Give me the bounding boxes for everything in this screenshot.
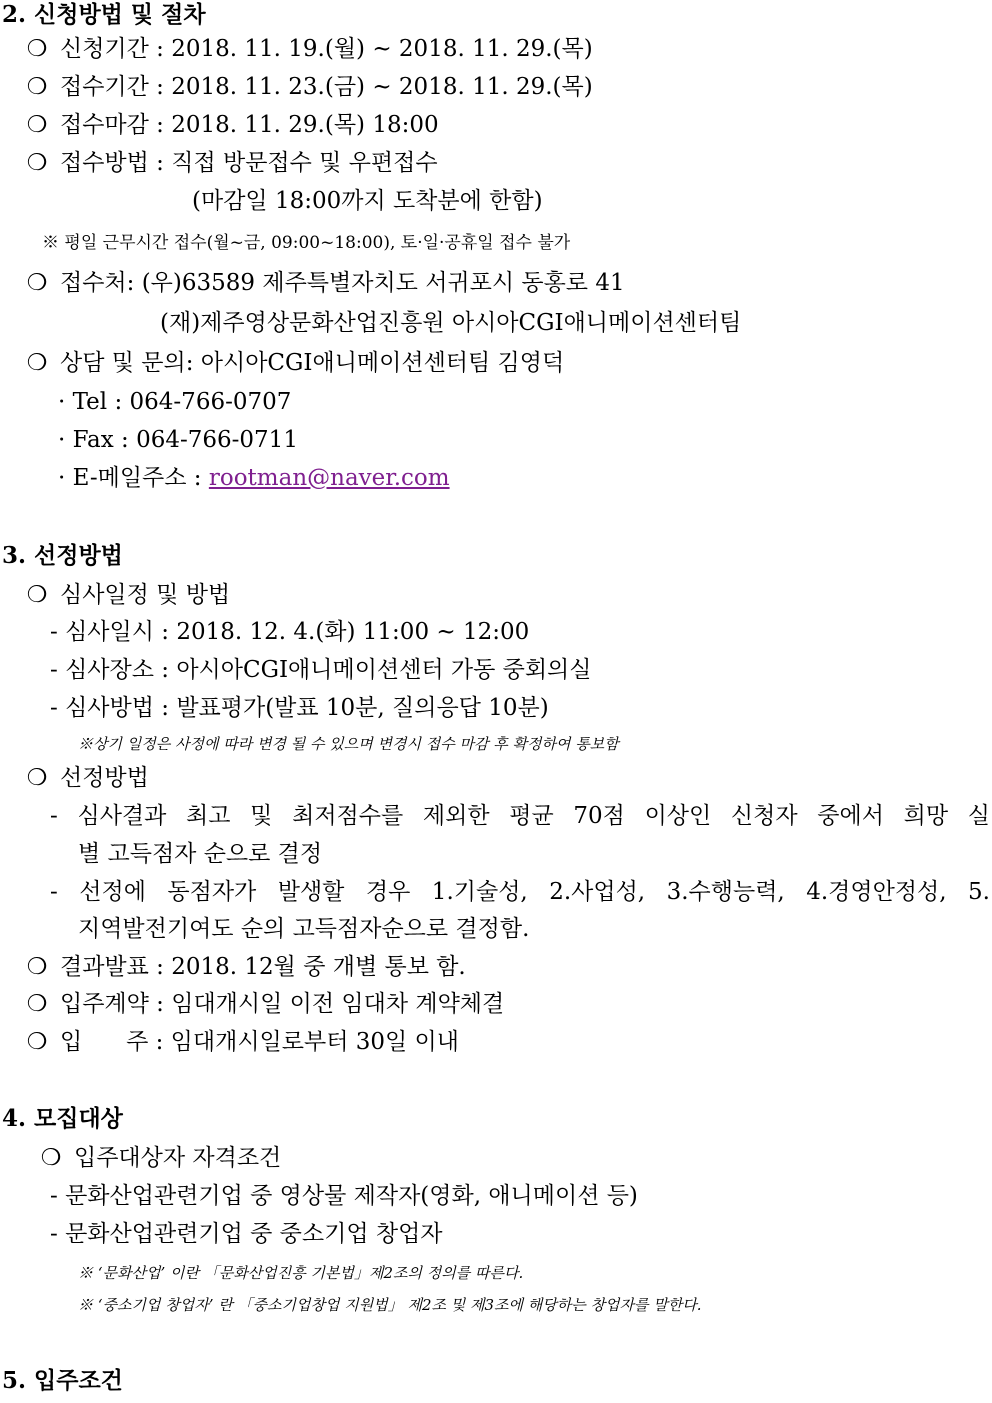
email-line	[58, 463, 450, 493]
selection-criteria-1-cont: 별 고득점자 순으로 결정	[78, 841, 323, 867]
section-3-title: 3. 선정방법	[2, 542, 123, 569]
review-date: - 심사일시 : 2018. 12. 4.(화) 11:00 ~ 12:00	[50, 619, 530, 645]
review-row	[26, 580, 230, 610]
circle-bullet-icon: ❍	[26, 765, 48, 791]
selection-criteria-2: - 선정에 동점자가 발생할 경우 1.기술성, 2.사업성, 3.수행능력, 4.경영안정성, 5.	[50, 879, 990, 905]
contract-text: 입주계약 : 임대개시일 이전 임대차 계약체결	[60, 991, 505, 1017]
movein-row	[26, 1027, 459, 1057]
target-item-1: - 문화산업관련기업 중 영상물 제작자(영화, 애니메이션 등)	[50, 1183, 638, 1209]
review-place: - 심사장소 : 아시아CGI애니메이션센터 가동 중회의실	[50, 657, 592, 683]
circle-bullet-icon: ❍	[26, 350, 48, 376]
fax-line: · Fax : 064-766-0711	[58, 427, 298, 453]
selection-text: 선정방법	[60, 765, 149, 791]
result-text: 결과발표 : 2018. 12월 중 개별 통보 함.	[60, 954, 466, 980]
address-text: 접수처: (우)63589 제주특별자치도 서귀포시 동홍로 41	[60, 270, 625, 296]
email-label: · E-메일주소 :	[58, 465, 209, 491]
definition-note-1: ※ ‘문화산업’ 이란 「문화산업진흥 기본법」제2조의 정의를 따른다.	[78, 1264, 524, 1282]
method-row	[26, 148, 438, 178]
definition-note-2: ※ ‘중소기업 창업자’ 란 「중소기업창업 지원법」 제2조 및 제3조에 해당하는 창업자를 말한다.	[78, 1296, 702, 1314]
review-method: - 심사방법 : 발표평가(발표 10분, 질의응답 10분)	[50, 695, 549, 721]
address-org: (재)제주영상문화산업진흥원 아시아CGI애니메이션센터팀	[160, 310, 742, 336]
circle-bullet-icon: ❍	[26, 954, 48, 980]
receipt-period-row	[26, 72, 593, 102]
deadline-row	[26, 110, 439, 140]
target-item-2: - 문화산업관련기업 중 중소기업 창업자	[50, 1221, 443, 1247]
apply-period-row	[26, 34, 593, 64]
circle-bullet-icon: ❍	[26, 150, 48, 176]
circle-bullet-icon: ❍	[26, 582, 48, 608]
selection-criteria-2-cont: 지역발전기여도 순의 고득점자순으로 결정함.	[78, 916, 530, 942]
movein-text: 입 주 : 임대개시일로부터 30일 이내	[60, 1029, 459, 1055]
section-5-title: 5. 입주조건	[2, 1367, 123, 1394]
review-note: ※상기 일정은 사정에 따라 변경 될 수 있으며 변경시 접수 마감 후 확정하여 통보함	[78, 735, 619, 753]
method-text: 접수방법 : 직접 방문접수 및 우편접수	[60, 150, 438, 176]
tel-line: · Tel : 064-766-0707	[58, 389, 292, 415]
section-4-title: 4. 모집대상	[2, 1105, 123, 1132]
apply-period-text: 신청기간 : 2018. 11. 19.(월) ~ 2018. 11. 29.(목)	[60, 36, 593, 62]
circle-bullet-icon: ❍	[26, 112, 48, 138]
weekday-note: ※ 평일 근무시간 접수(월~금, 09:00~18:00), 토·일·공휴일 접수 불가	[42, 233, 571, 253]
circle-bullet-icon: ❍	[26, 270, 48, 296]
address-row	[26, 268, 625, 298]
circle-bullet-icon: ❍	[40, 1145, 62, 1171]
review-text: 심사일정 및 방법	[60, 582, 231, 608]
section-2-title: 2. 신청방법 및 절차	[2, 1, 206, 28]
email-link[interactable]: rootman@naver.com	[208, 465, 450, 491]
qualification-text: 입주대상자 자격조건	[74, 1145, 282, 1171]
receipt-period-text: 접수기간 : 2018. 11. 23.(금) ~ 2018. 11. 29.(목)	[60, 74, 593, 100]
circle-bullet-icon: ❍	[26, 74, 48, 100]
method-note: (마감일 18:00까지 도착분에 한함)	[192, 188, 543, 214]
circle-bullet-icon: ❍	[26, 36, 48, 62]
circle-bullet-icon: ❍	[26, 1029, 48, 1055]
result-row	[26, 952, 466, 982]
deadline-text: 접수마감 : 2018. 11. 29.(목) 18:00	[60, 112, 439, 138]
contact-text: 상담 및 문의: 아시아CGI애니메이션센터팀 김영덕	[60, 350, 565, 376]
circle-bullet-icon: ❍	[26, 991, 48, 1017]
selection-row	[26, 763, 149, 793]
selection-criteria-1: - 심사결과 최고 및 최저점수를 제외한 평균 70점 이상인 신청자 중에서 희망 실	[50, 803, 990, 829]
contract-row	[26, 989, 504, 1019]
qualification-row	[40, 1143, 281, 1173]
contact-row	[26, 348, 564, 378]
